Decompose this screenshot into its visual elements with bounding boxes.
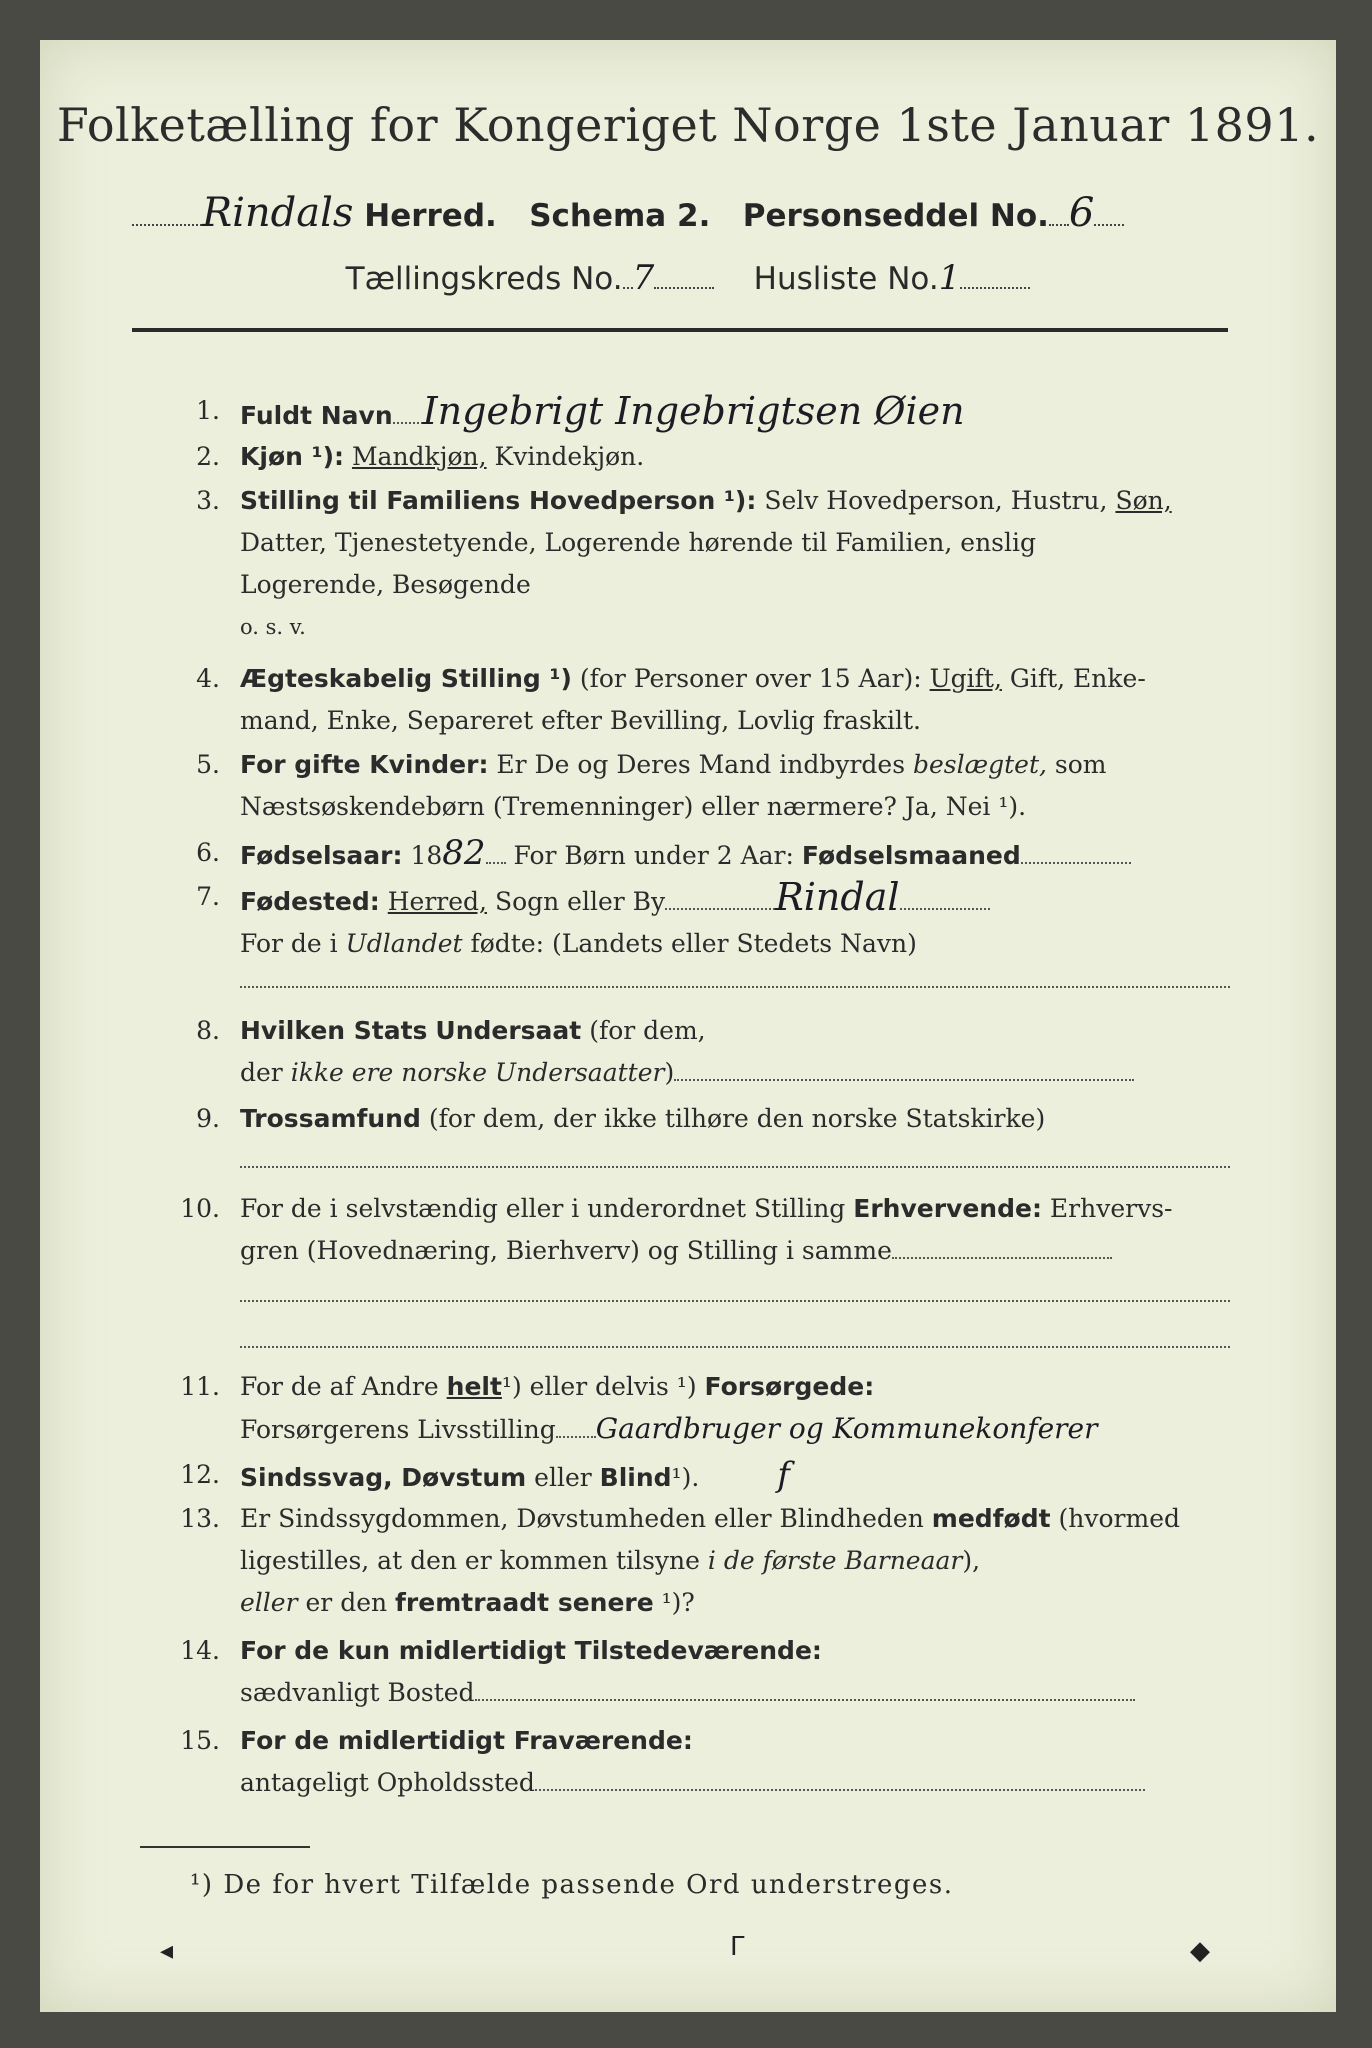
aegteskab-text-c: mand, Enke, Separeret efter Bevilling, Lovlig fraskilt. bbox=[240, 706, 921, 735]
value-fodested: Rindal bbox=[775, 875, 900, 919]
label-fremtraadt: fremtraadt senere bbox=[395, 1588, 654, 1617]
item-number: 2. bbox=[196, 442, 220, 471]
herred-value: Rindals bbox=[202, 190, 354, 236]
blank-line bbox=[240, 1166, 1230, 1168]
header-divider bbox=[132, 328, 1228, 332]
corner-arrow-icon: ◂ bbox=[160, 1936, 174, 1966]
stilling-options-a: Selv Hovedperson, Hustru, bbox=[764, 486, 1108, 515]
fodested-text-a: Sogn eller By bbox=[494, 887, 666, 916]
personseddel-value: 6 bbox=[1068, 190, 1095, 236]
sindssvag-text-a: eller bbox=[534, 1463, 592, 1492]
fodsel-text-a: For Børn under 2 Aar: bbox=[513, 841, 794, 870]
gifte-text-b: som bbox=[1054, 750, 1107, 779]
label-tilstedevaerende: For de kun midlertidigt Tilstedeværende: bbox=[240, 1636, 822, 1665]
label-medfodt: medfødt bbox=[931, 1504, 1051, 1533]
label-fodested: Fødested: bbox=[240, 887, 380, 916]
option-mandkjon: Mandkjøn, bbox=[351, 442, 487, 471]
label-sindssvag: Sindssvag, Døvstum bbox=[240, 1463, 527, 1492]
label-undersaat: Undersaat bbox=[435, 1016, 582, 1045]
medfodt-italic-a: i de første Barneaar bbox=[707, 1546, 963, 1575]
label-gifte-kvinder: For gifte Kvinder: bbox=[240, 750, 489, 779]
item-number: 6. bbox=[196, 838, 220, 867]
gifte-text-c: Næstsøskendebørn (Tremenninger) eller nærmere? Ja, Nei ¹). bbox=[240, 792, 1027, 821]
item-number: 5. bbox=[196, 750, 220, 779]
aegteskab-selected: Ugift, bbox=[929, 664, 1002, 693]
fodested-italic: Udlandet bbox=[345, 929, 463, 958]
bosted-text: sædvanligt Bosted bbox=[240, 1678, 475, 1707]
medfodt-text-f: ¹)? bbox=[661, 1588, 695, 1617]
stilling-options-b: Datter, Tjenestetyende, Logerende hørende til Familien, enslig bbox=[240, 528, 1037, 557]
stilling-options-c: Logerende, Besøgende bbox=[240, 570, 531, 599]
item-number: 13. bbox=[180, 1504, 220, 1533]
forsorget-selected: helt bbox=[446, 1372, 502, 1401]
center-mark-icon: ᒥ bbox=[730, 1932, 745, 1962]
header-line-taellingskreds bbox=[40, 258, 1336, 298]
label-erhvervende: Erhvervende: bbox=[853, 1194, 1042, 1223]
value-fuldt-navn: Ingebrigt Ingebrigtsen Øien bbox=[422, 389, 965, 433]
item-number: 1. bbox=[196, 396, 220, 425]
blank-line bbox=[240, 1346, 1230, 1348]
corner-arrow-icon: ◆ bbox=[1190, 1936, 1210, 1966]
erhverv-text-b: Erhvervs- bbox=[1049, 1194, 1173, 1223]
item-number: 15. bbox=[180, 1726, 220, 1755]
option-kvindekjon: Kvindekjøn. bbox=[494, 442, 645, 471]
medfodt-text-b: (hvormed bbox=[1058, 1504, 1181, 1533]
label-trossamfund: Trossamfund bbox=[240, 1104, 421, 1133]
undersaat-italic: ikke ere norske Undersaatter bbox=[290, 1058, 665, 1087]
personseddel-label: Personseddel No. bbox=[742, 198, 1049, 234]
taellingskreds-label: Tællingskreds No. bbox=[345, 261, 623, 297]
label-blind: Blind bbox=[599, 1463, 672, 1492]
census-form-sheet: Folketælling for Kongeriget Norge 1ste Januar 1891. Rindals Herred. Schema 2. Personseddel No. 6 Tællingskreds No. 7 Husliste No.1 1. Fuldt Navn Ingebrigt Ingebrigtsen Øien 2. Kjøn ¹): Mandkjøn, Kvindekjøn. 3. Stilling til Familiens Hovedperson ¹): Selv Hovedperson, Hustru, Søn, Datter, Tjenestetyende, Logerende hørende til Familien, enslig Logerende, Besøgende o. s. v. 4. Ægteskabelig Stilling ¹) (for Personer over 15 Aar): Ugift, Gift, Enke- mand, Enke, Separeret efter Bevilling, Lovlig fraskilt. 5. For gifte Kvinder: Er De og Deres Mand indbyrdes beslægtet, som Næstsøskendebørn (Tremenninger) eller nærmere? Ja, Nei ¹). 6. Fødselsaar: 1882 For Børn under 2 Aar: Fødselsmaaned 7. Fødested: Herred, Sogn eller By Rindal For de i Udlandet fødte: (Landets eller Stedets Navn) 8. Hvilken Stats Undersaat (for dem, der ikke ere norske Undersaatter) 9. Trossamfund (for dem, der ikke tilhøre den norske Statskirke) 10. For de i selvstændig eller i underordnet Stilling Erhvervende: Erhvervs- gren (Hovednæring, Bierhverv) og Stilling i samme 11. For de af Andre helt¹) eller delvis ¹) Forsørgede: Forsørgerens Livsstilling Gaardbruger og Kommunekonferer 12. Sindssvag, Døvstum eller Blind¹). f 13. Er Sindssygdommen, Døvstumheden eller Blindheden medfødt (hvormed ligestilles, at den er kommen tilsyne i de første Barneaar), eller er den fremtraadt senere ¹)? 14. For de kun midlertidigt Tilstedeværende: sædvanligt Bosted 15. For de midlertidigt Fraværende: antageligt Opholdssted ¹) De for hvert Tilfælde passende Ord understreges. ◂ ᒥ ◆ bbox=[40, 40, 1336, 2012]
item-number: 8. bbox=[196, 1016, 220, 1045]
label-aegteskabelig: Ægteskabelig Stilling ¹) bbox=[240, 664, 572, 693]
opholdssted-text: antageligt Opholdssted bbox=[240, 1768, 535, 1797]
value-fodselsaar: 82 bbox=[442, 833, 486, 873]
sindssvag-text-b: ¹). bbox=[671, 1463, 700, 1492]
label-forsorgede: Forsørgede: bbox=[704, 1372, 875, 1401]
undersaat-text-a: (for dem, bbox=[589, 1016, 706, 1045]
aegteskab-text-b: Gift, Enke- bbox=[1009, 664, 1146, 693]
aegteskab-text-a: (for Personer over 15 Aar): bbox=[579, 664, 922, 693]
fodested-text-b: For de i bbox=[240, 929, 338, 958]
form-title: Folketælling for Kongeriget Norge 1ste Januar 1891. bbox=[56, 98, 1320, 152]
undersaat-text-b: der bbox=[240, 1058, 283, 1087]
forsorget-text-b: ¹) eller delvis ¹) bbox=[501, 1372, 697, 1401]
herred-label: Herred. bbox=[364, 198, 497, 234]
value-livsstilling: Gaardbruger og Kommunekonferer bbox=[595, 1412, 1098, 1445]
item-number: 9. bbox=[196, 1104, 220, 1133]
taellingskreds-value: 7 bbox=[632, 258, 655, 298]
label-kjon: Kjøn ¹): bbox=[240, 442, 344, 471]
footnote: ¹) De for hvert Tilfælde passende Ord understreges. bbox=[190, 1870, 954, 1900]
schema-label: Schema 2. bbox=[529, 198, 711, 234]
label-stats: Hvilken Stats bbox=[240, 1016, 428, 1045]
gifte-italic: beslægtet, bbox=[913, 750, 1047, 779]
erhverv-text-c: gren (Hovednæring, Bierhverv) og Stilling i samme bbox=[240, 1236, 892, 1265]
medfodt-text-c: ligestilles, at den er kommen tilsyne bbox=[240, 1546, 700, 1575]
stilling-selected: Søn, bbox=[1115, 486, 1172, 515]
erhverv-text-a: For de i selvstændig eller i underordnet Stilling bbox=[240, 1194, 846, 1223]
label-fodselsaar: Fødselsaar: bbox=[240, 841, 403, 870]
husliste-label: Husliste No. bbox=[753, 261, 939, 297]
forsorget-text-a: For de af Andre bbox=[240, 1372, 439, 1401]
gifte-text-a: Er De og Deres Mand indbyrdes bbox=[496, 750, 906, 779]
label-fravaerende: For de midlertidigt Fraværende: bbox=[240, 1726, 693, 1755]
item-number: 11. bbox=[180, 1372, 220, 1401]
blank-line bbox=[240, 1300, 1230, 1302]
medfodt-italic-b: eller bbox=[240, 1588, 298, 1617]
value-sindssvag: f bbox=[777, 1455, 790, 1495]
item-number: 4. bbox=[196, 664, 220, 693]
item-number: 10. bbox=[180, 1194, 220, 1223]
blank-line bbox=[240, 986, 1230, 988]
label-fuldt-navn: Fuldt Navn bbox=[240, 401, 393, 430]
medfodt-text-a: Er Sindssygdommen, Døvstumheden eller Blindheden bbox=[240, 1504, 924, 1533]
footnote-rule bbox=[140, 1846, 310, 1848]
medfodt-text-d: ), bbox=[962, 1546, 981, 1575]
item-number: 3. bbox=[196, 486, 220, 515]
stilling-options-d: o. s. v. bbox=[240, 615, 306, 639]
label-fodselsmaaned: Fødselsmaaned bbox=[801, 841, 1021, 870]
item-number: 14. bbox=[180, 1636, 220, 1665]
fodested-selected: Herred, bbox=[387, 887, 487, 916]
medfodt-text-e: er den bbox=[305, 1588, 388, 1617]
label-stilling: Stilling til Familiens Hovedperson ¹): bbox=[240, 486, 757, 515]
fodselsaar-prefix: 18 bbox=[410, 841, 443, 870]
header-line-herred bbox=[132, 190, 1262, 246]
husliste-value: 1 bbox=[938, 258, 961, 298]
trossamfund-text-a: (for dem, der ikke tilhøre den norske Statskirke) bbox=[428, 1104, 1046, 1133]
forsorget-text-c: Forsørgerens Livsstilling bbox=[240, 1415, 556, 1444]
fodested-text-c: fødte: (Landets eller Stedets Navn) bbox=[470, 929, 917, 958]
item-number: 12. bbox=[180, 1460, 220, 1489]
item-number: 7. bbox=[196, 882, 220, 911]
